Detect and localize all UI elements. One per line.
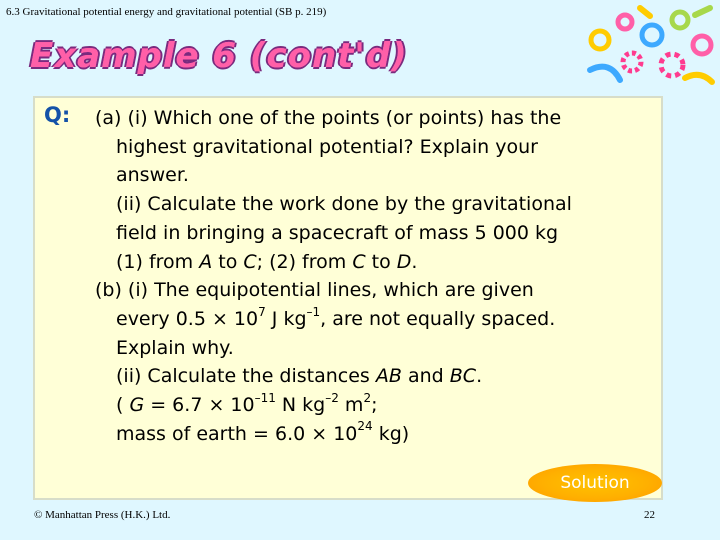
- question-line: mass of earth = $6.0 \times 10^{24}$ kg): [116, 419, 410, 445]
- question-text: [95, 104, 655, 448]
- solution-button[interactable]: Solution: [528, 464, 662, 502]
- slide-title: Example 6 (cont'd): [30, 36, 408, 76]
- question-line: (ii) Calculate the work done by the gravitational: [116, 193, 572, 216]
- question-line: ( $G = 6.7 \times 10^{-11}$ N $kg^{-2}$ $m^2$;: [116, 390, 378, 417]
- question-line: (1) from A to C; (2) from C to D.: [116, 250, 418, 273]
- question-line: every $0.5 \times 10^7$ J $kg^{-1}$, are not equally spaced.: [116, 304, 556, 330]
- slide-header: 6.3 Gravitational potential energy and gravitational potential (SB p. 219): [6, 6, 327, 18]
- footer-copyright: © Manhattan Press (H.K.) Ltd.: [34, 509, 171, 521]
- question-label: Q:: [44, 103, 71, 127]
- question-line: Explain why.: [116, 336, 234, 359]
- question-line: field in bringing a spacecraft of mass 5 000 kg: [116, 221, 559, 244]
- question-line: (ii) Calculate the distances AB and BC.: [116, 365, 483, 388]
- decorative-graphic-icon: [580, 0, 720, 100]
- page-number: 22: [644, 509, 655, 521]
- question-line: (a) (i) Which one of the points (or points) has the: [95, 107, 562, 129]
- question-line: (b) (i) The equipotential lines, which are given: [95, 279, 534, 302]
- question-line: highest gravitational potential? Explain your: [116, 135, 538, 158]
- question-line: answer.: [116, 164, 189, 187]
